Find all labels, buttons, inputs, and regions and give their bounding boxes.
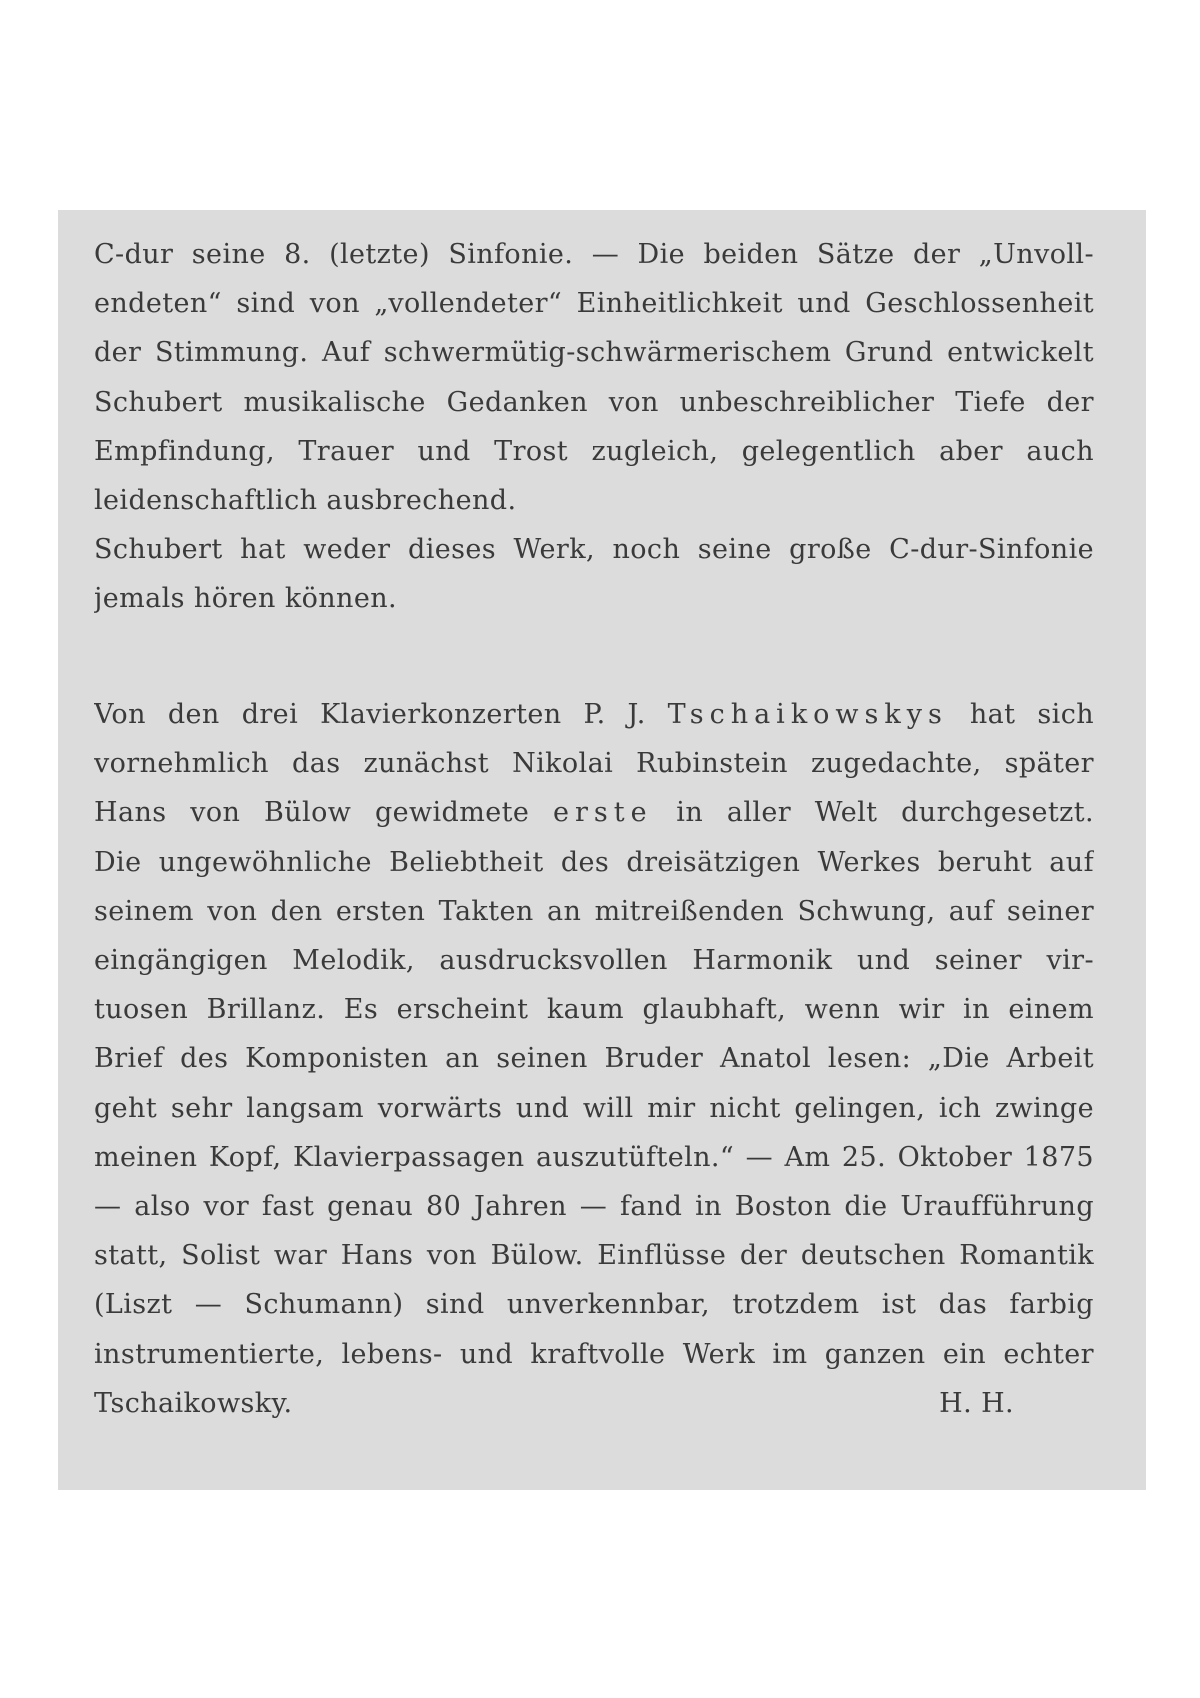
text-block-schubert bbox=[94, 230, 1094, 624]
text-line bbox=[94, 788, 1094, 837]
text-line: — also vor fast genau 80 Jahren — fand in Boston die Uraufführung bbox=[94, 1191, 1094, 1223]
text-line: endeten“ sind von „vollendeter“ Einheitlichkeit und Geschlossenheit bbox=[94, 288, 1094, 320]
text-line: Die ungewöhnliche Beliebtheit des dreisätzigen Werkes beruht auf bbox=[94, 846, 1094, 878]
text-line: geht sehr langsam vorwärts und will mir nicht gelingen, ich zwinge bbox=[94, 1092, 1094, 1124]
text-line: Schubert musikalische Gedanken von unbeschreiblicher Tiefe der bbox=[94, 386, 1094, 418]
text-line bbox=[94, 690, 1094, 739]
scanned-page bbox=[58, 210, 1146, 1490]
author-initials: H. H. bbox=[939, 1387, 1014, 1419]
spaced-name: Tschaikowskys bbox=[667, 699, 948, 730]
text-segment: Tschaikowsky. bbox=[94, 1387, 293, 1419]
text-block-tschaikowsky bbox=[94, 690, 1094, 1428]
text-line: Brief des Komponisten an seinen Bruder Anatol lesen: „Die Arbeit bbox=[94, 1043, 1094, 1075]
text-segment: Hans von Bülow gewidmete bbox=[94, 797, 530, 829]
text-segment: Von den drei Klavierkonzerten P. J. bbox=[94, 699, 646, 730]
spaced-word: erste bbox=[552, 797, 653, 829]
text-line: jemals hören können. bbox=[94, 583, 397, 615]
text-segment: in aller Welt durchgesetzt. bbox=[676, 797, 1094, 829]
text-line: meinen Kopf, Klavierpassagen auszutüfteln.“ — Am 25. Oktober 1875 bbox=[94, 1141, 1094, 1173]
text-segment: hat sich bbox=[969, 699, 1094, 730]
text-line: eingängigen Melodik, ausdrucksvollen Harmonik und seiner vir- bbox=[94, 945, 1094, 977]
text-line: der Stimmung. Auf schwermütig-schwärmerischem Grund entwickelt bbox=[94, 337, 1094, 369]
text-line: seinem von den ersten Takten an mitreißenden Schwung, auf seiner bbox=[94, 895, 1094, 927]
text-line: leidenschaftlich ausbrechend. bbox=[94, 485, 517, 517]
text-line: instrumentierte, lebens- und kraftvolle Werk im ganzen ein echter bbox=[94, 1338, 1094, 1370]
text-line: tuosen Brillanz. Es erscheint kaum glaubhaft, wenn wir in einem bbox=[94, 994, 1094, 1026]
text-line: (Liszt — Schumann) sind unverkennbar, trotzdem ist das farbig bbox=[94, 1289, 1094, 1321]
closing-line bbox=[94, 1379, 1014, 1428]
text-line: Schubert hat weder dieses Werk, noch seine große C-dur-Sinfonie bbox=[94, 534, 1094, 566]
text-line: C-dur seine 8. (letzte) Sinfonie. — Die beiden Sätze der „Unvoll- bbox=[94, 239, 1094, 270]
text-line: Empfindung, Trauer und Trost zugleich, gelegentlich aber auch bbox=[94, 435, 1094, 467]
text-line: vornehmlich das zunächst Nikolai Rubinstein zugedachte, später bbox=[94, 748, 1094, 780]
text-line: statt, Solist war Hans von Bülow. Einflüsse der deutschen Romantik bbox=[94, 1240, 1094, 1272]
